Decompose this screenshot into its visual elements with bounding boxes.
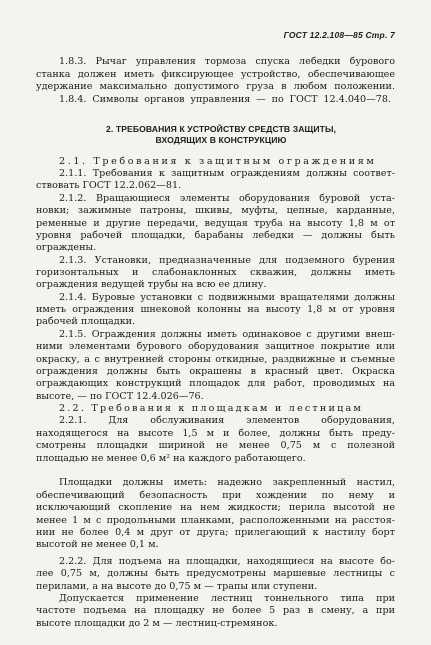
text-line: ними элементами бурового оборудования защитное покрытие или	[36, 341, 395, 352]
text-line: лее 0,75 м, должны быть предусмотрены маршевые лестницы с	[36, 568, 395, 579]
text-line: нии не более 0,4 м друг от друга; прилегающий к настилу борт	[36, 527, 395, 538]
text-line: находящегося на высоте 1,5 м и более, должны быть преду-	[36, 428, 395, 439]
text-line: частоте подъема на площадку не более 5 раз в смену, а при	[36, 605, 395, 616]
text-line: 1.8.3. Рычаг управления тормоза спуска лебедки бурового	[59, 56, 395, 67]
text-line: высоте площадки до 2 м — лестниц-стремянок.	[36, 618, 278, 629]
text-line: рабочей площадки.	[36, 316, 136, 327]
text-line: ременные и другие передачи, ведущая труба на высоту 1,8 м от	[36, 218, 395, 229]
text-line: удержание максимально допустимого груза в любом положении.	[36, 81, 395, 92]
subsection-title: 2.2. Требования к площадкам и лестницам	[59, 403, 364, 414]
text-line: менее 1 м с продольными планками, расположенными на расстоя-	[36, 515, 395, 526]
text-line: 2.2.2. Для подъема на площадки, находящиеся на высоте бо-	[59, 556, 395, 567]
text-line: Допускается применение лестниц тоннельного типа при	[59, 593, 395, 604]
text-line: уровня рабочей площадки, барабаны лебедки — должны быть	[36, 230, 395, 241]
text-line: ограждения должны быть окрашены в красный цвет. Окраска	[36, 366, 395, 377]
text-line: горизонтальных и слабонаклонных скважин, должны иметь	[36, 267, 395, 278]
text-line: станка должен иметь фиксирующее устройство, обеспечивающее	[36, 69, 395, 80]
text-line: 2.1.1. Требования к защитным ограждениям должны соответ-	[59, 168, 395, 179]
text-line: перилами, а на высоте до 0,75 м — трапы или ступени.	[36, 581, 318, 592]
text-line: ствовать ГОСТ 12.2.062—81.	[36, 180, 182, 191]
text-line: обеспечивающий безопасность при хождении по нему и	[36, 490, 395, 501]
text-line: 2.2.1. Для обслуживания элементов оборудования,	[59, 415, 395, 426]
text-line: площадью не менее 0,6 м² на каждого работающего.	[36, 453, 306, 464]
section-heading: 2. ТРЕБОВАНИЯ К УСТРОЙСТВУ СРЕДСТВ ЗАЩИТЫ,	[105, 124, 336, 134]
text-line: ограждены.	[36, 242, 97, 253]
text-line: Площадки должны иметь: надежно закрепленный настил,	[59, 477, 395, 488]
subsection-title: 2.1. Требования к защитным ограждениям	[59, 156, 377, 167]
text-line: ограждающих конструкций площадок для работ, проводимых на	[36, 378, 395, 389]
text-line: иметь ограждения шнековой колонны на высоту 1,8 м от уровня	[36, 304, 395, 315]
text-line: смотрены площадки шириной не менее 0,75 м с полезной	[36, 440, 395, 451]
text-line: высоте, — по ГОСТ 12.4.026—76.	[36, 391, 204, 402]
text-line: 1.8.4. Символы органов управления — по ГОСТ 12.4.040—78.	[59, 94, 391, 105]
text-line: окраску, а с внутренней стороны откидные, раздвижные и съемные	[36, 354, 395, 365]
text-line: высотой не менее 0,1 м.	[36, 539, 159, 550]
text-line: исключающий скопление на нем жидкости; перила высотой не	[36, 502, 395, 513]
section-heading: ВХОДЯЩИХ В КОНСТРУКЦИЮ	[155, 135, 287, 145]
text-line: ограждения ведущей трубы на всю ее длину.	[36, 279, 267, 290]
text-line: 2.1.4. Буровые установки с подвижными вращателями должны	[59, 292, 395, 303]
text-line: новки; зажимные патроны, шкивы, муфты, цепные, карданные,	[36, 205, 395, 216]
page-header: ГОСТ 12.2.108—85 Стр. 7	[283, 30, 395, 40]
text-line: 2.1.2. Вращающиеся элементы оборудования буровой уста-	[59, 193, 395, 204]
text-line: 2.1.5. Ограждения должны иметь одинаковое с другими внеш-	[59, 329, 395, 340]
text-line: 2.1.3. Установки, предназначенные для подземного бурения	[59, 255, 395, 266]
